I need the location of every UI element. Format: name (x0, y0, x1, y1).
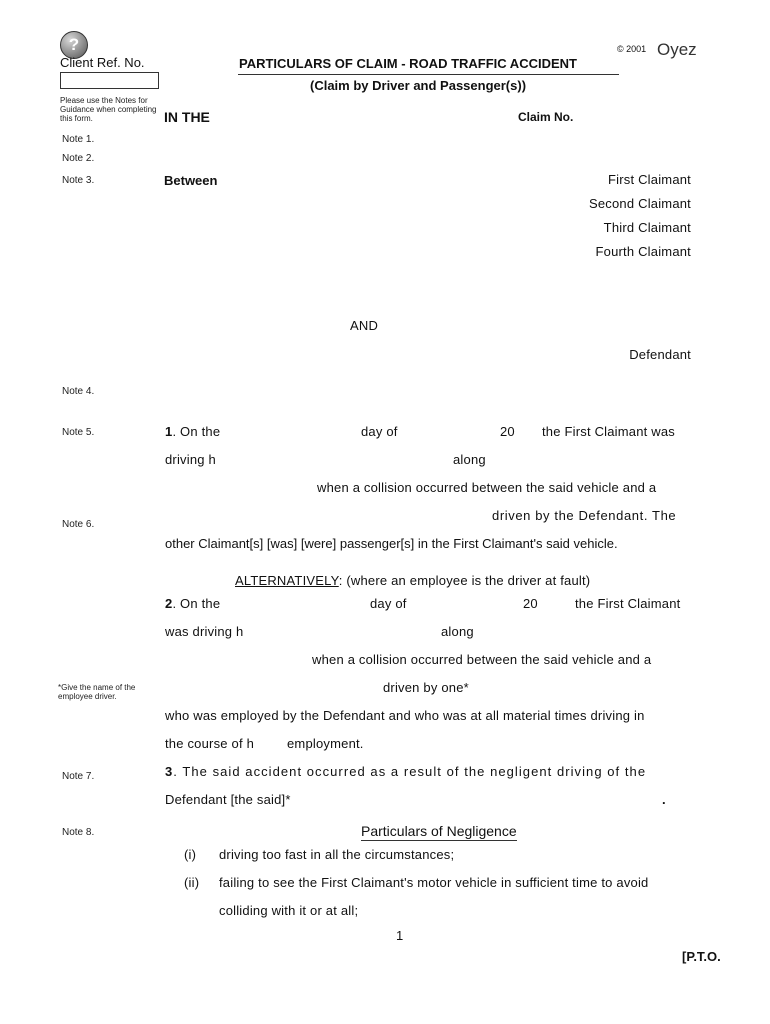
negligence-heading: Particulars of Negligence (361, 823, 517, 839)
para3-period: . (662, 792, 666, 807)
client-ref-box[interactable] (60, 72, 159, 89)
first-claimant-label: First Claimant (608, 172, 691, 187)
para3-defendant-said: Defendant [the said]* (165, 792, 291, 807)
pto-label: [P.T.O. (682, 949, 721, 964)
negligence-item-2-num: (ii) (184, 875, 200, 890)
negligence-item-2-cont: colliding with it or at all; (219, 903, 359, 918)
client-ref-label: Client Ref. No. (60, 55, 145, 70)
para1-first-claimant-was: the First Claimant was (542, 424, 675, 439)
alternatively-label: ALTERNATIVELY (235, 573, 339, 588)
copyright-text: © 2001 (617, 44, 647, 54)
para1-along: along (453, 452, 486, 467)
negligence-item-1-num: (i) (184, 847, 197, 862)
form-title: PARTICULARS OF CLAIM - ROAD TRAFFIC ACCIDENT (239, 56, 577, 71)
page-number: 1 (396, 928, 404, 943)
defendant-label: Defendant (629, 347, 691, 362)
para2-start (165, 596, 220, 611)
note-8: Note 8. (62, 827, 95, 838)
note-7: Note 7. (62, 771, 95, 782)
note-2: Note 2. (62, 153, 95, 164)
note-1: Note 1. (62, 134, 95, 145)
para1-driven-by-defendant: driven by the Defendant. The (492, 508, 677, 523)
para1-day-of: day of (361, 424, 398, 439)
negligence-item-1-text: driving too fast in all the circumstances; (219, 847, 455, 862)
and-label: AND (350, 318, 379, 333)
para2-employed: who was employed by the Defendant and who was at all material times driving in (165, 708, 645, 723)
second-claimant-label: Second Claimant (589, 196, 691, 211)
para2-first-claimant: the First Claimant (575, 596, 681, 611)
para2-number: 2 (165, 596, 173, 611)
alternatively-line (235, 573, 590, 588)
para2-along: along (441, 624, 474, 639)
para3-line (165, 764, 646, 779)
para2-course: the course of h (165, 736, 254, 751)
para2-day-of: day of (370, 596, 407, 611)
court-label: IN THE (164, 109, 210, 125)
para2-driven-by-one: driven by one* (383, 680, 469, 695)
para2-was-driving: was driving h (165, 624, 244, 639)
brand-logo: Oyez (657, 40, 697, 59)
para1-other-claimants: other Claimant[s] [was] [were] passenger[s] in the First Claimant's said vehicle. (165, 536, 618, 551)
para2-year: 20 (523, 596, 538, 611)
note-5: Note 5. (62, 427, 95, 438)
para3-number: 3 (165, 764, 174, 779)
para2-employment: employment. (287, 736, 364, 751)
give-name-note: *Give the name of the employee driver. (58, 683, 136, 701)
negligence-item-2-text: failing to see the First Claimant's motor vehicle in sufficient time to avoid (219, 875, 649, 890)
para1-number: 1 (165, 424, 173, 439)
between-label: Between (164, 173, 218, 188)
fourth-claimant-label: Fourth Claimant (595, 244, 691, 259)
help-glyph: ? (68, 35, 80, 54)
note-4: Note 4. (62, 386, 95, 397)
para1-on-the: . On the (172, 424, 221, 439)
para1-year: 20 (500, 424, 515, 439)
para2-on-the: . On the (172, 596, 221, 611)
para3-text: . The said accident occurred as a result of the negligent driving of the (173, 764, 647, 779)
client-ref-input[interactable] (61, 76, 158, 91)
para1-driving: driving h (165, 452, 216, 467)
para1-start (165, 424, 220, 439)
alternatively-rest: : (where an employee is the driver at fault) (338, 573, 591, 588)
form-subtitle: (Claim by Driver and Passenger(s)) (310, 78, 527, 93)
note-3: Note 3. (62, 175, 95, 186)
note-6: Note 6. (62, 519, 95, 530)
para2-collision: when a collision occurred between the said vehicle and a (312, 652, 652, 667)
claim-no-label: Claim No. (518, 110, 574, 124)
title-rule (238, 74, 619, 75)
para1-collision: when a collision occurred between the said vehicle and a (317, 480, 657, 495)
third-claimant-label: Third Claimant (603, 220, 691, 235)
guidance-note: Please use the Notes for Guidance when completing this form. (60, 96, 157, 123)
